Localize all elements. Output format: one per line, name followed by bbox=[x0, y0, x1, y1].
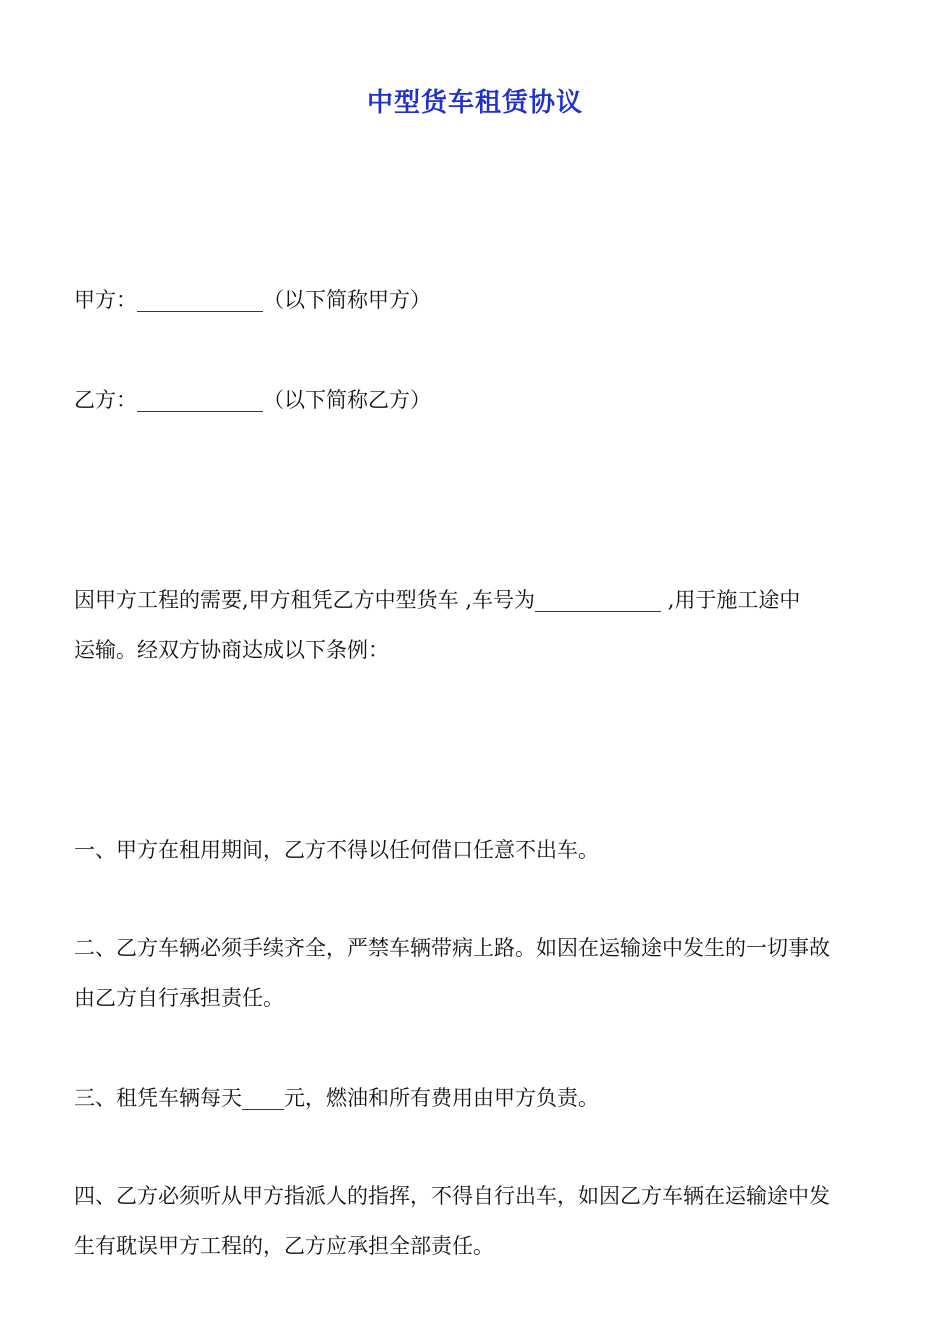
intro-line-2: 运输。经双方协商达成以下条例： bbox=[74, 638, 389, 662]
clause-3: 三、租凭车辆每天____元，燃油和所有费用由甲方负责。 bbox=[74, 1086, 599, 1110]
intro-line-1: 因甲方工程的需要,甲方租凭乙方中型货车 ,车号为____________ ,用于施工途中 bbox=[74, 588, 801, 612]
document-title: 中型货车租赁协议 bbox=[366, 88, 583, 118]
clause-2-line-2: 由乙方自行承担责任。 bbox=[74, 986, 284, 1010]
clause-4-line-1: 四、乙方必须听从甲方指派人的指挥，不得自行出车，如因乙方车辆在运输途中发 bbox=[74, 1184, 830, 1208]
clause-1: 一、甲方在租用期间，乙方不得以任何借口任意不出车。 bbox=[74, 838, 599, 862]
clause-4-line-2: 生有耽误甲方工程的，乙方应承担全部责任。 bbox=[74, 1234, 494, 1258]
clause-2-line-1: 二、乙方车辆必须手续齐全，严禁车辆带病上路。如因在运输途中发生的一切事故 bbox=[74, 936, 830, 960]
party-a-line: 甲方：____________（以下简称甲方） bbox=[74, 288, 431, 312]
party-b-line: 乙方：____________（以下简称乙方） bbox=[74, 388, 431, 412]
